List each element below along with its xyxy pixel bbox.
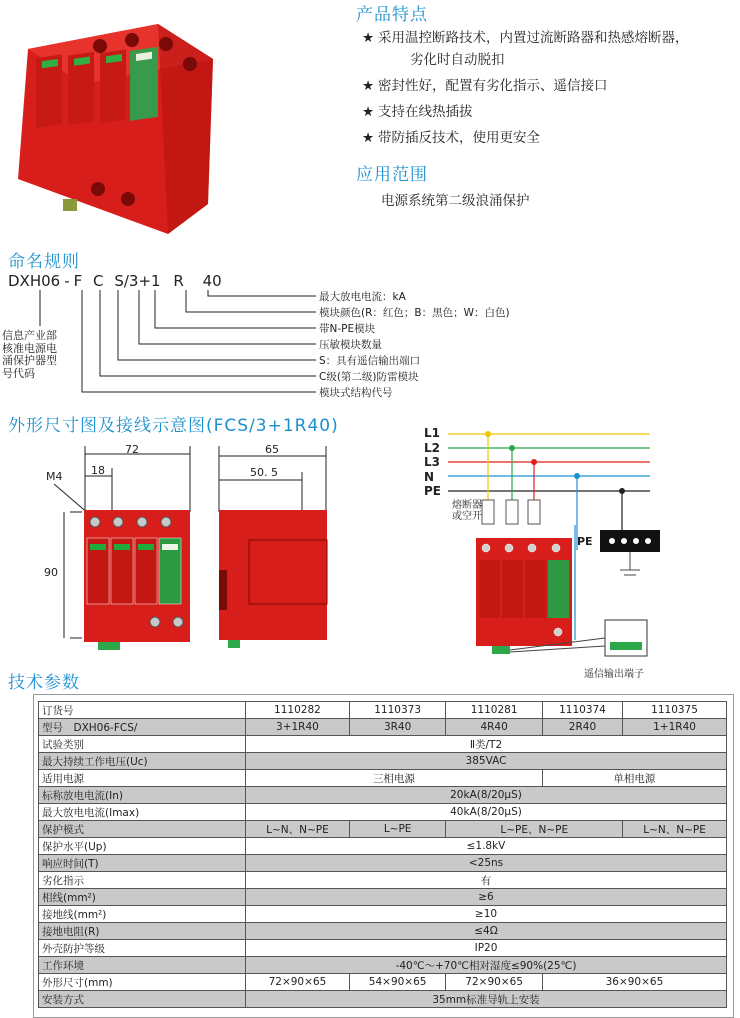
spec-cell: 响应时间(T) (39, 855, 246, 872)
spec-cell: 40kA(8/20μS) (246, 804, 727, 821)
product-photo (8, 4, 223, 236)
spec-row (39, 923, 727, 940)
wiring-line-labels: L1 L2 L3 N PE (424, 426, 441, 498)
spec-cell: <25ns (246, 855, 727, 872)
application-title: 应用范围 (356, 165, 428, 185)
spec-cell: 1110375 (623, 702, 727, 719)
dim-m4: M4 (46, 470, 63, 483)
naming-leader-lines (0, 288, 320, 398)
naming-title: 命名规则 (8, 252, 80, 272)
feature-item: 劣化时自动脱扣 (410, 52, 505, 68)
application-text: 电源系统第二级浪涌保护 (381, 193, 530, 209)
spec-cell: Ⅱ类/T2 (246, 736, 727, 753)
spec-row (39, 821, 727, 838)
spec-cell: 劣化指示 (39, 872, 246, 889)
spec-cell: 72×90×65 (446, 974, 543, 991)
spec-row (39, 974, 727, 991)
spec-row (39, 940, 727, 957)
spec-row (39, 855, 727, 872)
drawing-title: 外形尺寸图及接线示意图(FCS/3+1R40) (8, 416, 339, 436)
features-title: 产品特点 (356, 5, 428, 25)
spec-cell: L~N、N~PE (623, 821, 727, 838)
feature-item: ★ 支持在线热插拔 (362, 104, 473, 120)
spec-cell: 单相电源 (542, 770, 726, 787)
spec-cell: 适用电源 (39, 770, 246, 787)
spec-cell: 保护水平(Up) (39, 838, 246, 855)
spec-cell: IP20 (246, 940, 727, 957)
spec-row (39, 957, 727, 974)
spec-cell: 35mm标准导轨上安装 (246, 991, 727, 1008)
spec-cell: 标称放电电流(In) (39, 787, 246, 804)
spec-row (39, 838, 727, 855)
spec-cell: 3R40 (349, 719, 446, 736)
spec-cell: 相线(mm²) (39, 889, 246, 906)
dim-50-5: 50. 5 (250, 466, 278, 479)
spec-cell: L~PE、N~PE (446, 821, 623, 838)
spec-cell: 2R40 (542, 719, 622, 736)
dim-65: 65 (265, 443, 279, 456)
spec-row (39, 702, 727, 719)
dim-18: 18 (91, 464, 105, 477)
dim-72: 72 (125, 443, 139, 456)
spec-cell: 1+1R40 (623, 719, 727, 736)
spec-cell: 有 (246, 872, 727, 889)
spec-row (39, 719, 727, 736)
specs-title: 技术参数 (8, 673, 80, 693)
spec-cell: 385VAC (246, 753, 727, 770)
model-code: DXH06 - F C S/3+1 R 40 (8, 272, 222, 290)
spec-cell: 工作环境 (39, 957, 246, 974)
spec-cell: 1110374 (542, 702, 622, 719)
features-list (362, 27, 737, 149)
spec-cell: ≤1.8kV (246, 838, 727, 855)
spec-cell: 试验类别 (39, 736, 246, 753)
feature-item: ★ 采用温控断路技术，内置过流断路器和热感熔断器， (362, 30, 689, 46)
remote-terminal-label: 遥信输出端子 (584, 669, 644, 680)
spec-cell: ≥6 (246, 889, 727, 906)
spec-row (39, 991, 727, 1008)
spec-cell: -40℃～+70℃相对湿度≤90%(25℃) (246, 957, 727, 974)
spec-cell: 1110373 (349, 702, 446, 719)
spec-cell: ≥10 (246, 906, 727, 923)
feature-item: ★ 带防插反技术，使用更安全 (362, 130, 540, 146)
fuse-label: 熔断器 或空开 (452, 500, 482, 522)
spec-cell: 72×90×65 (246, 974, 350, 991)
feature-item: ★ 密封性好，配置有劣化指示、遥信接口 (362, 78, 608, 94)
spec-row (39, 787, 727, 804)
spec-row (39, 889, 727, 906)
spec-cell: 20kA(8/20μS) (246, 787, 727, 804)
spec-cell: 最大持续工作电压(Uc) (39, 753, 246, 770)
spec-cell: 接地电阻(R) (39, 923, 246, 940)
spec-cell: 接地线(mm²) (39, 906, 246, 923)
spec-row (39, 804, 727, 821)
spec-cell: ≤4Ω (246, 923, 727, 940)
spec-cell: 型号 DXH06-FCS/ (39, 719, 246, 736)
naming-left-note: 信息产业部 核准电源电 涌保护器型 号代码 (2, 329, 57, 380)
spec-row (39, 770, 727, 787)
spec-row (39, 906, 727, 923)
spec-cell: 三相电源 (246, 770, 543, 787)
spec-cell: 4R40 (446, 719, 543, 736)
spec-cell: 54×90×65 (349, 974, 446, 991)
spec-row (39, 736, 727, 753)
specs-table (38, 701, 727, 1008)
spec-cell: L~PE (349, 821, 446, 838)
naming-annotations: 最大放电电流：kA 模块颜色(R：红色；B：黑色；W：白色) 带N-PE模块 压敏模块数量 S：具有遥信输出端口 C级(第二级)防雷模块 模块式结构代号 (319, 291, 510, 399)
front-view-drawing (40, 440, 200, 655)
spec-cell: 36×90×65 (542, 974, 726, 991)
dim-90: 90 (44, 566, 58, 579)
spec-row (39, 872, 727, 889)
spec-row (39, 753, 727, 770)
spec-cell: 1110282 (246, 702, 350, 719)
spec-cell: 外壳防护等级 (39, 940, 246, 957)
spec-cell: 保护模式 (39, 821, 246, 838)
spec-cell: 最大放电电流(Imax) (39, 804, 246, 821)
pe-bar-label: PE (577, 535, 593, 548)
spec-cell: 外形尺寸(mm) (39, 974, 246, 991)
spec-cell: 1110281 (446, 702, 543, 719)
spec-cell: 安装方式 (39, 991, 246, 1008)
spec-cell: 订货号 (39, 702, 246, 719)
spec-cell: 3+1R40 (246, 719, 350, 736)
spec-cell: L~N、N~PE (246, 821, 350, 838)
